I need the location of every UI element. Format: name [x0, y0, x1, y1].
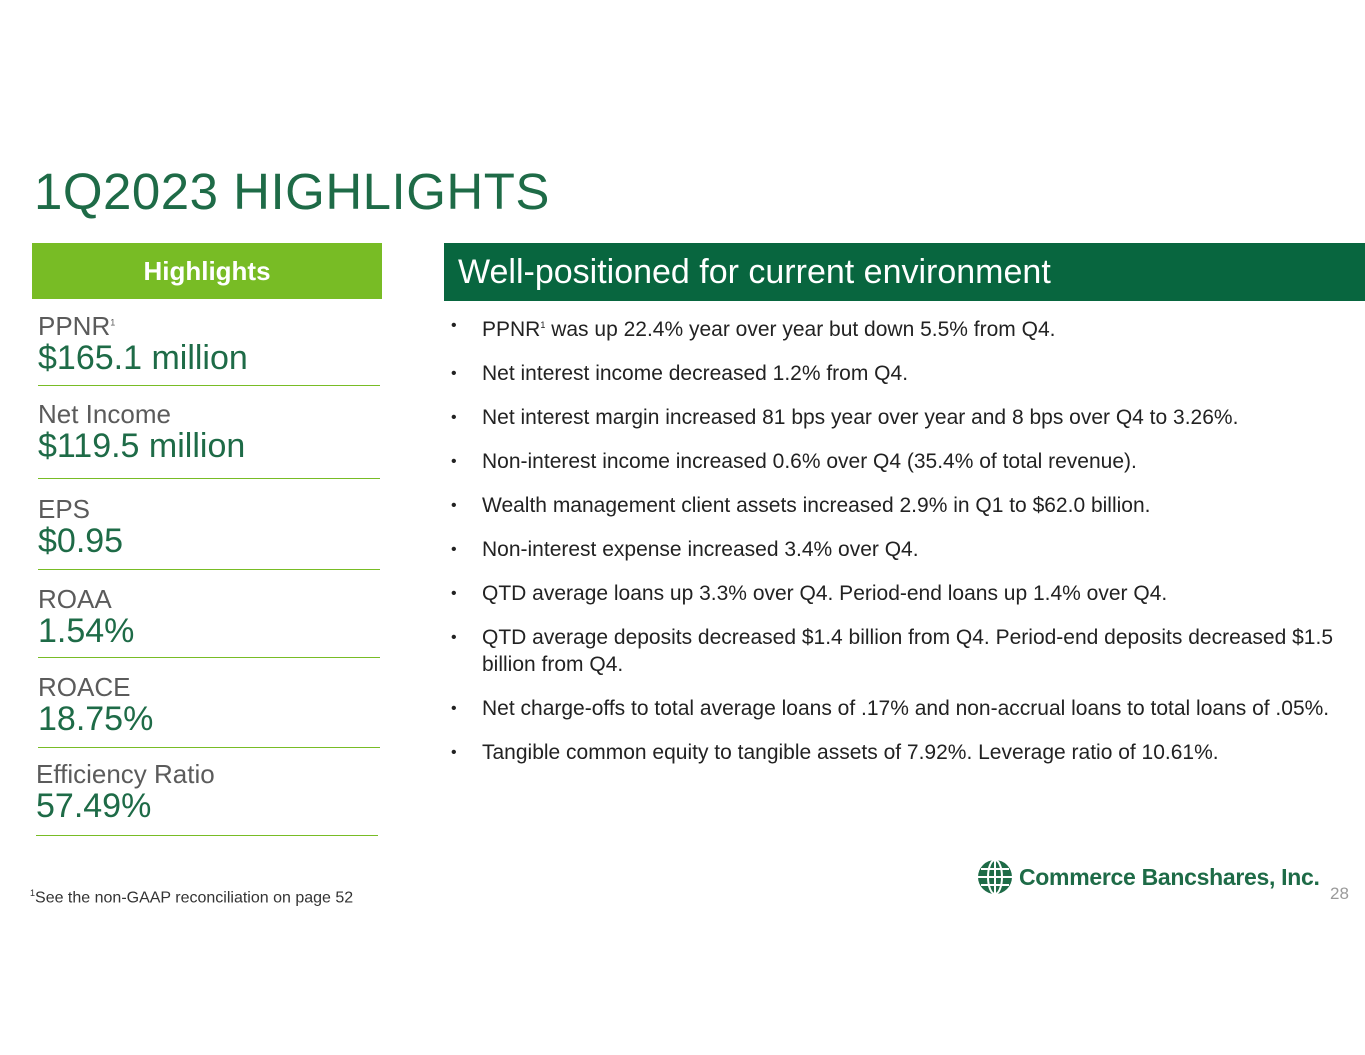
metric-value: $119.5 million [38, 426, 246, 465]
bullet-item: • Non-interest expense increased 3.4% over Q4. [451, 538, 919, 561]
footnote-marker: 1 [30, 888, 36, 898]
bullet-marker: • [451, 744, 457, 761]
bullet-item: • Net charge-offs to total average loans of .17% and non-accrual loans to total loans of .05%. [451, 697, 1330, 720]
metric-value: 57.49% [36, 786, 152, 825]
bullet-marker: • [451, 629, 457, 646]
bullet-marker: • [451, 585, 457, 602]
metric-efficiency-ratio [36, 760, 378, 836]
company-logo [977, 859, 1320, 895]
metric-label: PPNR$^1$ [38, 311, 116, 341]
bullet-marker: • [451, 317, 457, 334]
environment-header: Well-positioned for current environment [444, 243, 1365, 301]
highlights-header: Highlights [32, 243, 382, 299]
bullet-item: • Net interest margin increased 81 bps year over year and 8 bps over Q4 to 3.26%. [451, 406, 1239, 429]
metric-roace [38, 673, 380, 748]
metric-net-income [38, 400, 380, 479]
bullet-item: • PPNR$^1$ was up 22.4% year over year but down 5.5% from Q4. [448, 312, 1348, 343]
bullet-item: • Non-interest income increased 0.6% over Q4 (35.4% of total revenue). [451, 450, 1137, 473]
metric-ppnr [38, 312, 380, 386]
bullet-marker: • [451, 453, 457, 470]
bullet-item: • QTD average deposits decreased $1.4 billion from Q4. Period-end deposits decreased $1.5 billion from Q4. [451, 626, 1333, 676]
bullet-marker: • [451, 541, 457, 558]
bullet-marker: • [451, 409, 457, 426]
metric-value: $0.95 [38, 521, 124, 560]
bullet-marker: • [451, 700, 457, 717]
highlights-bullet-list [448, 312, 1348, 783]
bullet-item: • Tangible common equity to tangible assets of 7.92%. Leverage ratio of 10.61%. [451, 741, 1219, 764]
metric-label: ROACE [38, 672, 131, 702]
metric-eps [38, 495, 380, 570]
bullet-item: • Net interest income decreased 1.2% from Q4. [451, 362, 909, 385]
footnote-marker: 1 [540, 320, 546, 330]
footnote-marker: 1 [110, 317, 116, 328]
globe-icon [977, 859, 1013, 895]
metric-label: ROAA [38, 584, 112, 614]
page-title: 1Q2023 HIGHLIGHTS [34, 163, 550, 220]
bullet-marker: • [451, 497, 457, 514]
metric-value: 1.54% [38, 611, 135, 650]
metric-value: $165.1 million [38, 338, 248, 377]
metric-label: Net Income [38, 399, 171, 429]
logo-text: Commerce Bancshares, Inc. [1019, 863, 1320, 890]
bullet-item: • QTD average loans up 3.3% over Q4. Period-end loans up 1.4% over Q4. [451, 582, 1168, 605]
metric-value: 18.75% [38, 699, 154, 738]
metric-roaa [38, 585, 380, 658]
page-number: 28 [1330, 884, 1349, 903]
metric-label: EPS [38, 494, 91, 524]
footnote: $^1$See the non-GAAP reconciliation on page 52 [30, 888, 354, 907]
metric-label: Efficiency Ratio [36, 759, 215, 789]
bullet-item: • Wealth management client assets increased 2.9% in Q1 to $62.0 billion. [451, 494, 1151, 517]
bullet-marker: • [451, 365, 457, 382]
